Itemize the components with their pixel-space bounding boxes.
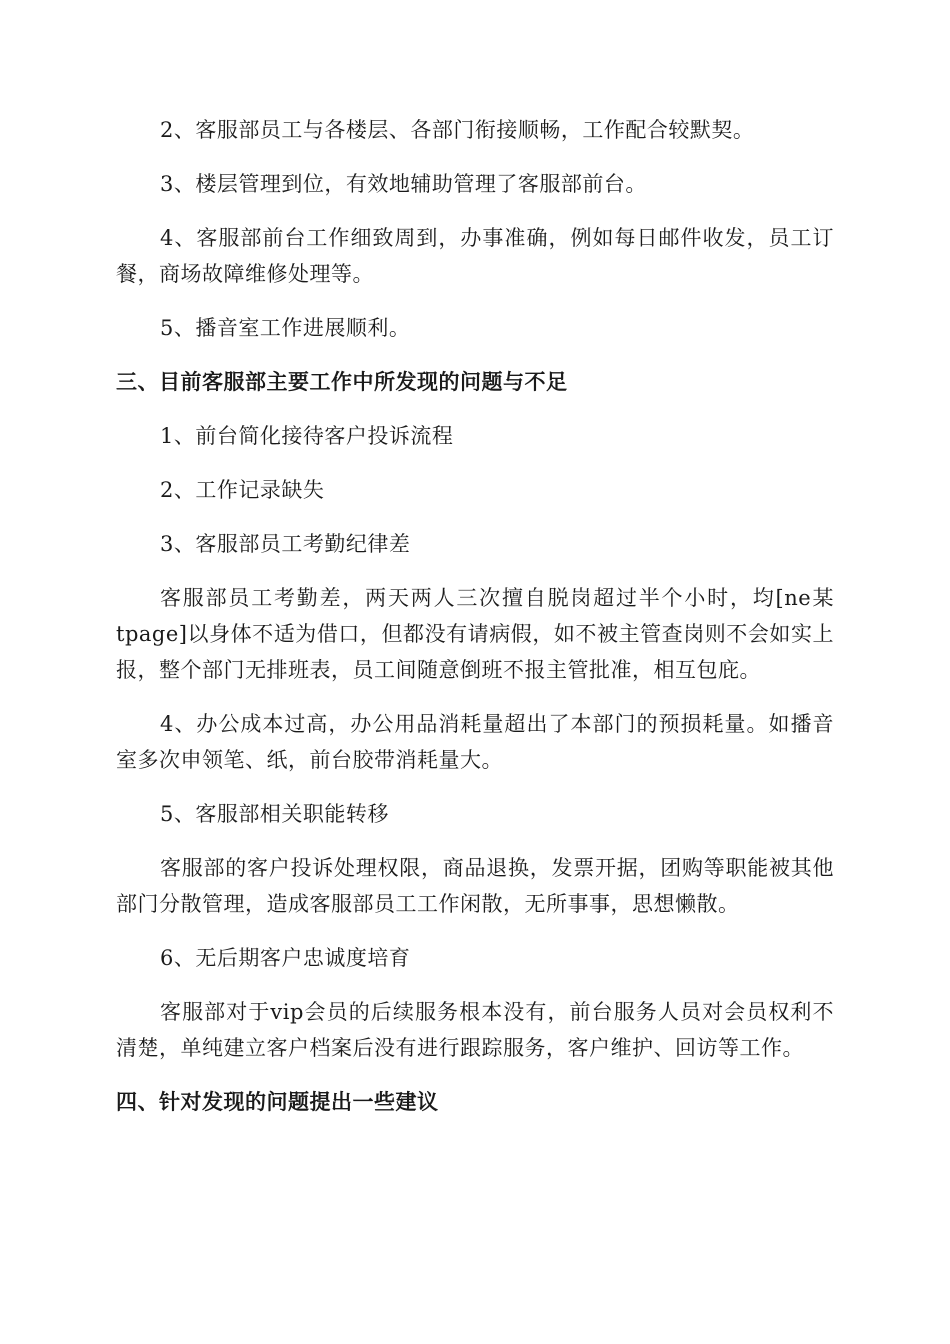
paragraph-8: 客服部员工考勤差，两天两人三次擅自脱岗超过半个小时，均[ne某tpage]以身体不适为借口，但都没有请病假，如不被主管查岗则不会如实上报，整个部门无排班表，员工间随意倒班不报主管批准，相互包庇。 bbox=[116, 586, 834, 682]
paragraph-7: 3、客服部员工考勤纪律差 bbox=[160, 532, 411, 556]
paragraph-13: 客服部对于vip会员的后续服务根本没有，前台服务人员对会员权利不清楚，单纯建立客户档案后没有进行跟踪服务，客户维护、回访等工作。 bbox=[116, 1000, 834, 1060]
section-heading-4: 四、针对发现的问题提出一些建议 bbox=[116, 1090, 439, 1114]
section-heading-3: 三、目前客服部主要工作中所发现的问题与不足 bbox=[116, 370, 568, 394]
paragraph-10: 5、客服部相关职能转移 bbox=[160, 802, 389, 826]
paragraph-1: 2、客服部员工与各楼层、各部门衔接顺畅，工作配合较默契。 bbox=[160, 118, 755, 142]
paragraph-11: 客服部的客户投诉处理权限，商品退换，发票开据，团购等职能被其他部门分散管理，造成客服部员工工作闲散，无所事事，思想懒散。 bbox=[116, 856, 834, 916]
paragraph-5: 1、前台简化接待客户投诉流程 bbox=[160, 424, 454, 448]
paragraph-9: 4、办公成本过高，办公用品消耗量超出了本部门的预损耗量。如播音室多次申领笔、纸，前台胶带消耗量大。 bbox=[116, 712, 834, 772]
document-body bbox=[116, 112, 834, 1120]
paragraph-12: 6、无后期客户忠诚度培育 bbox=[160, 946, 411, 970]
paragraph-6: 2、工作记录缺失 bbox=[160, 478, 325, 502]
paragraph-3: 4、客服部前台工作细致周到，办事准确，例如每日邮件收发，员工订餐，商场故障维修处理等。 bbox=[116, 226, 834, 286]
paragraph-2: 3、楼层管理到位，有效地辅助管理了客服部前台。 bbox=[160, 172, 647, 196]
paragraph-4: 5、播音室工作进展顺利。 bbox=[160, 316, 411, 340]
